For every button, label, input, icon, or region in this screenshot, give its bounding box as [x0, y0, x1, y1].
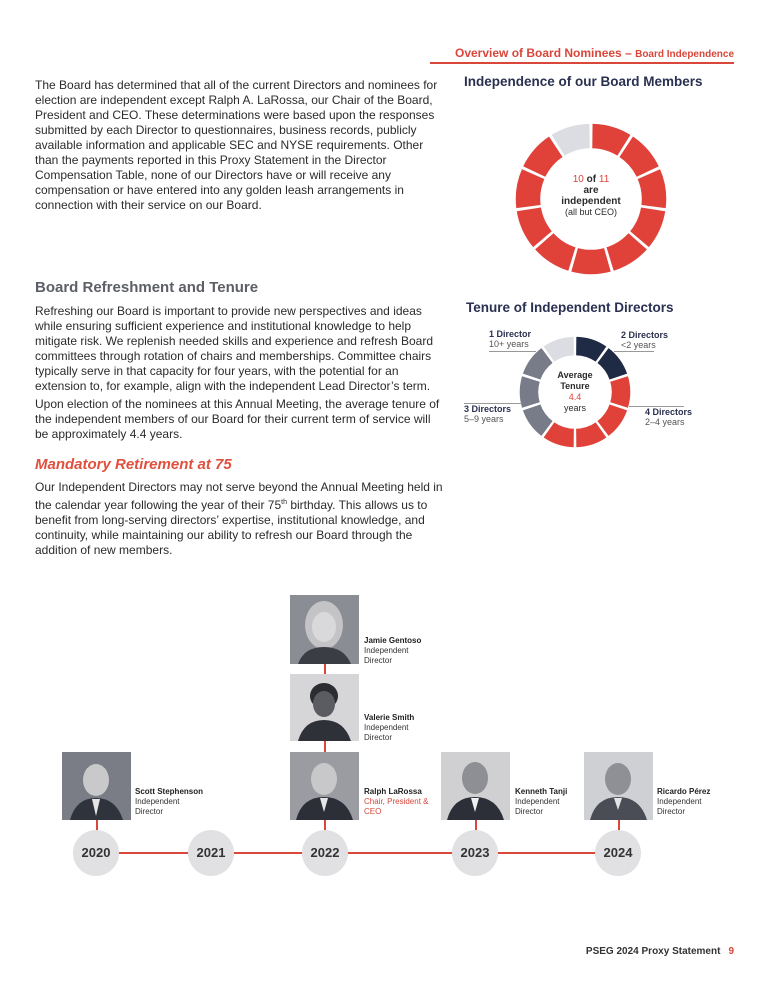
page-footer	[540, 946, 734, 957]
photo-scott-stephenson	[62, 752, 131, 820]
person-silhouette-icon	[290, 595, 359, 664]
tenure-segment-3	[609, 375, 631, 408]
year-2021: 2021	[188, 830, 234, 876]
photo-kenneth-tanji	[441, 752, 510, 820]
timeline-connector	[324, 664, 326, 674]
retirement-heading: Mandatory Retirement at 75	[35, 456, 232, 473]
person-ricardo-perez: Ricardo Pérez Independent Director	[657, 787, 711, 816]
photo-ralph-larossa	[290, 752, 359, 820]
independence-donut-center	[541, 174, 641, 217]
total-count: 11	[598, 174, 610, 185]
average-word: Average	[557, 370, 593, 380]
tenure-word: Tenure	[560, 381, 590, 391]
person-jamie-gentoso: Jamie Gentoso Independent Director	[364, 636, 422, 665]
header-title: Overview of Board Nominees	[455, 46, 622, 60]
independence-paragraph: The Board has determined that all of the current Directors and nominees for election are independent except Ralph A. LaRossa, our Chair of the Board, President and CEO. These determinations were based upon the responses submitted by each Director to questionnaires, business records, publicly available information and applicable SEC and NYSE requirements. Other than the payments reported in this Proxy Statement in the Director Compensation Table, none of our Directors have or will receive any compensation or have entered into any golden leash arrangements in connection with their service on our Board.	[35, 78, 438, 212]
leader-line	[614, 351, 654, 352]
tenure-segment-8	[519, 375, 541, 408]
page-number: 9	[728, 946, 734, 957]
person-scott-stephenson: Scott Stephenson Independent Director	[135, 787, 204, 816]
footer-label: PSEG 2024 Proxy Statement	[585, 946, 721, 957]
year-2023: 2023	[452, 830, 498, 876]
refreshment-paragraph-1: Refreshing our Board is important to provide new perspectives and ideas while ensuring sufficient experience and institutional knowledge to help mitigate risk. We replenish needed skills and experience and refresh Board committees through rotation of chairs and memberships. Committee chairs typically serve in that capacity for four years, with the potential for an extension to, for example, align with the independent Lead Director’s term.	[35, 304, 433, 393]
independent-count: 10	[572, 174, 584, 185]
timeline-connector	[324, 741, 326, 752]
independent-word: independent	[561, 196, 621, 207]
tenure-label-5to9: 3 Directors 5–9 years	[464, 404, 512, 424]
leader-line	[629, 406, 684, 407]
header-dash: –	[625, 46, 632, 60]
photo-valerie-smith	[290, 674, 359, 741]
tenure-donut-center	[545, 370, 605, 414]
header-rule	[430, 62, 734, 64]
person-kenneth-tanji: Kenneth Tanji Independent Director	[515, 787, 568, 816]
person-ralph-larossa: Ralph LaRossa Chair, President & CEO	[364, 787, 429, 816]
years-word: years	[563, 403, 586, 413]
average-tenure-value: 4.4	[568, 392, 582, 402]
independence-note: (all but CEO)	[564, 207, 617, 217]
photo-jamie-gentoso	[290, 595, 359, 664]
timeline-line	[80, 852, 640, 854]
page-header	[440, 46, 734, 60]
person-silhouette-icon	[441, 752, 510, 820]
person-silhouette-icon	[584, 752, 653, 820]
tenure-chart-title: Tenure of Independent Directors	[466, 300, 674, 315]
refreshment-heading: Board Refreshment and Tenure	[35, 279, 259, 296]
person-silhouette-icon	[290, 674, 359, 741]
person-silhouette-icon	[62, 752, 131, 820]
retirement-paragraph: Our Independent Directors may not serve beyond the Annual Meeting held in the calendar year following the year of their 75th birthday. This allows us to benefit from long-serving directors’ expertise, institutional knowledge, and continuity, while maintaining our ability to refresh our Board through the addition of new members.	[35, 480, 443, 557]
photo-ricardo-perez	[584, 752, 653, 820]
of-word: of	[586, 174, 597, 185]
leader-line	[489, 351, 536, 352]
tenure-label-under2: 2 Directors <2 years	[621, 330, 669, 350]
independence-chart-title: Independence of our Board Members	[464, 74, 703, 89]
leader-line	[464, 403, 522, 404]
person-valerie-smith: Valerie Smith Independent Director	[364, 713, 415, 742]
person-silhouette-icon	[290, 752, 359, 820]
year-2020: 2020	[73, 830, 119, 876]
tenure-label-10plus: 1 Director 10+ years	[489, 329, 532, 349]
year-2024: 2024	[595, 830, 641, 876]
independence-segment-6	[570, 247, 611, 275]
header-subtitle: Board Independence	[635, 49, 734, 60]
tenure-label-2to4: 4 Directors 2–4 years	[645, 407, 693, 427]
are-word: are	[583, 185, 599, 196]
year-2022: 2022	[302, 830, 348, 876]
refreshment-paragraph-2: Upon election of the nominees at this Annual Meeting, the average tenure of the independent members of our Board for their current term of service will be approximately 4.4 years.	[35, 397, 440, 441]
